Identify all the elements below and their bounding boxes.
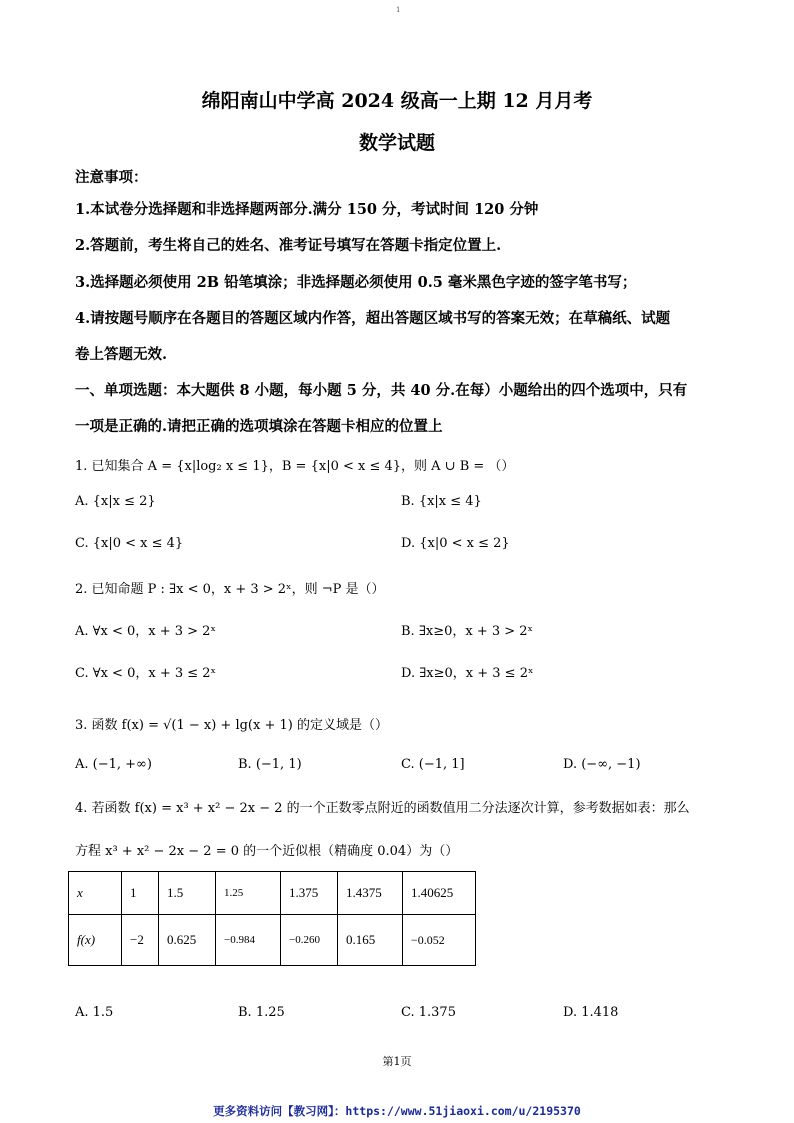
table-cell: 1: [122, 872, 159, 915]
q1-option-c: C. {x|0 < x ≤ 4}: [75, 536, 184, 551]
q2-option-a: A. ∀x < 0，x + 3 > 2ˣ: [75, 624, 216, 639]
q4-stem-line1: 4. 若函数 f(x) = x³ + x² − 2x − 2 的一个正数零点附近的函数值用二分法逐次计算，参考数据如表：那么: [75, 801, 690, 816]
page-number: 第1页: [382, 1055, 412, 1068]
table-cell: −0.260: [281, 915, 338, 966]
q2-stem: 2. 已知命题 P : ∃x < 0，x + 3 > 2ˣ，则 ¬P 是（）: [75, 582, 385, 597]
q4-option-b: B. 1.25: [238, 1005, 285, 1020]
table-cell: 0.165: [338, 915, 403, 966]
notice-heading: 注意事项：: [75, 169, 148, 186]
table-cell: 1.5: [159, 872, 216, 915]
q1-option-d: D. {x|0 < x ≤ 2}: [401, 536, 510, 551]
q1-option-b: B. {x|x ≤ 4}: [401, 494, 482, 509]
q2-option-c: C. ∀x < 0，x + 3 ≤ 2ˣ: [75, 666, 217, 681]
page-marker: 1: [396, 6, 401, 14]
resource-link[interactable]: 更多资料访问【教习网】：https://www.51jiaoxi.com/u/2195370: [213, 1104, 581, 1118]
table-cell: −0.984: [216, 915, 281, 966]
table-cell: x: [69, 872, 122, 915]
q2-option-b: B. ∃x≥0，x + 3 > 2ˣ: [401, 624, 534, 639]
q4-option-d: D. 1.418: [563, 1005, 619, 1020]
q1-option-a: A. {x|x ≤ 2}: [75, 494, 156, 509]
table-cell: 1.375: [281, 872, 338, 915]
table-cell: 1.40625: [403, 872, 476, 915]
table-cell: f(x): [69, 915, 122, 966]
exam-title: 绵阳南山中学高 2024 级高一上期 12 月月考: [201, 90, 593, 112]
notice-4: 4.请按题号顺序在各题目的答题区域内作答，超出答题区域书写的答案无效；在草稿纸、试题: [75, 310, 671, 327]
q1-stem: 1. 已知集合 A = {x|log₂ x ≤ 1}，B = {x|0 < x ≤ 4}，则 A ∪ B = （）: [75, 459, 515, 474]
q4-option-c: C. 1.375: [401, 1005, 456, 1020]
section1-heading: 一、单项选题：本大题供 8 小题，每小题 5 分，共 40 分.在每）小题给出的四个选项中，只有: [75, 382, 688, 399]
table-cell: 1.25: [216, 872, 281, 915]
table-cell: −0.052: [403, 915, 476, 966]
table-row: [69, 915, 476, 966]
table-row: [69, 872, 476, 915]
notice-2: 2.答题前，考生将自己的姓名、准考证号填写在答题卡指定位置上.: [75, 237, 502, 254]
q4-stem-line2: 方程 x³ + x² − 2x − 2 = 0 的一个近似根（精确度 0.04）为（）: [75, 844, 459, 859]
q4-value-table: [68, 871, 476, 966]
exam-subtitle: 数学试题: [358, 132, 435, 154]
q2-option-d: D. ∃x≥0，x + 3 ≤ 2ˣ: [401, 666, 534, 681]
notice-4-cont: 卷上答题无效.: [75, 346, 168, 363]
q3-option-b: B. (−1, 1): [238, 757, 302, 772]
table-cell: −2: [122, 915, 159, 966]
q3-option-a: A. (−1, +∞): [75, 757, 152, 772]
q3-option-d: D. (−∞, −1): [563, 757, 641, 772]
table-cell: 1.4375: [338, 872, 403, 915]
q3-option-c: C. (−1, 1]: [401, 757, 465, 772]
q4-option-a: A. 1.5: [75, 1005, 114, 1020]
notice-1: 1.本试卷分选择题和非选择题两部分.满分 150 分，考试时间 120 分钟: [75, 201, 539, 218]
notice-3: 3.选择题必须使用 2B 铅笔填涂；非选择题必须使用 0.5 毫米黑色字迹的签字笔书写；: [75, 274, 637, 291]
q3-stem: 3. 函数 f(x) = √(1 − x) + lg(x + 1) 的定义域是（）: [75, 718, 388, 733]
section1-instructions: 一项是正确的.请把正确的选项填涂在答题卡相应的位置上: [75, 418, 443, 435]
table-cell: 0.625: [159, 915, 216, 966]
